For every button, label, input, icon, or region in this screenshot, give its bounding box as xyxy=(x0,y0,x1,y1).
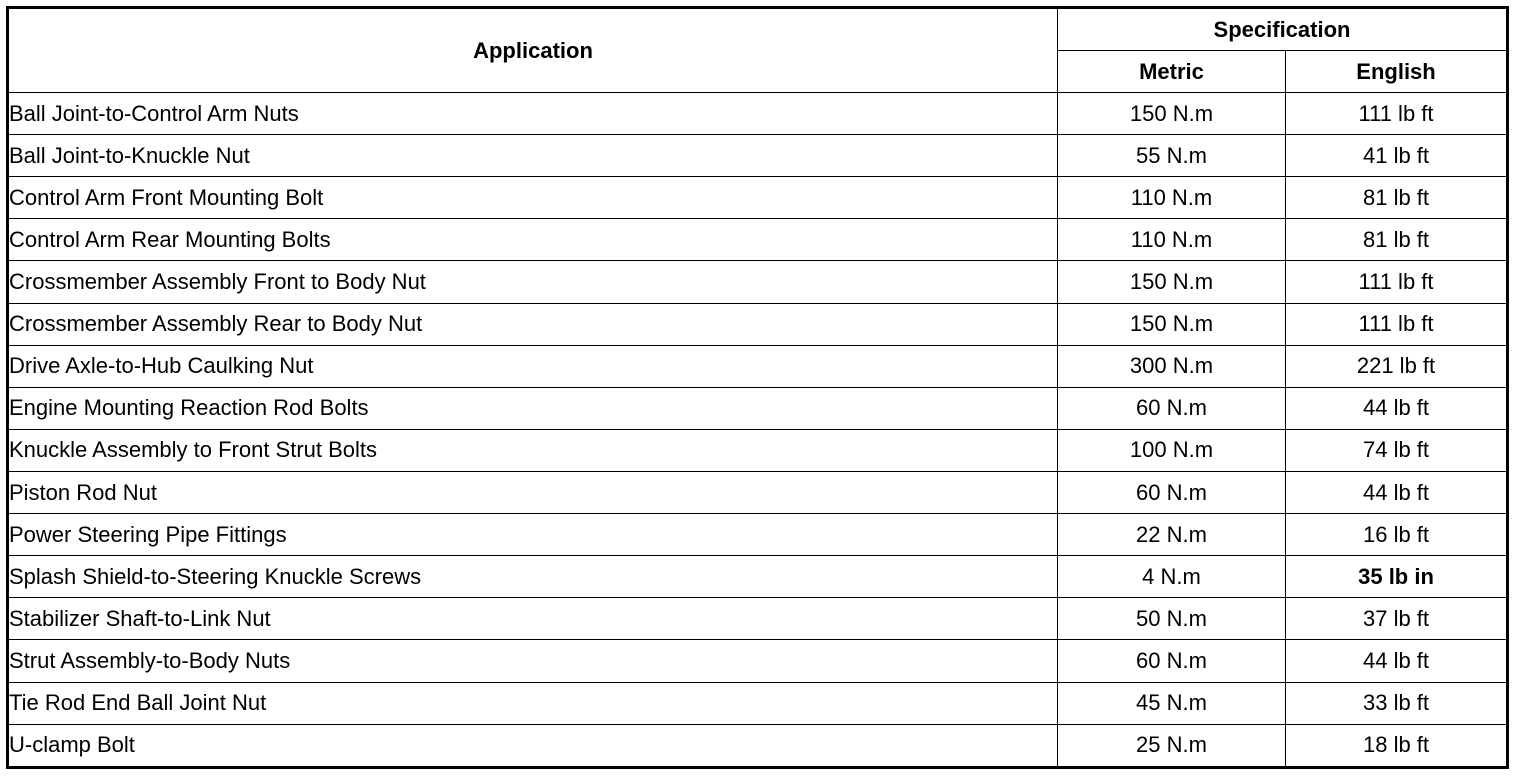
cell-metric: 45 N.m xyxy=(1058,682,1286,724)
cell-english: 44 lb ft xyxy=(1286,387,1508,429)
torque-spec-table xyxy=(6,6,1509,769)
cell-application: Engine Mounting Reaction Rod Bolts xyxy=(8,387,1058,429)
table-row xyxy=(8,345,1508,387)
header-metric: Metric xyxy=(1058,51,1286,93)
header-specification: Specification xyxy=(1058,8,1508,51)
table-row xyxy=(8,724,1508,767)
cell-english: 18 lb ft xyxy=(1286,724,1508,767)
cell-metric: 22 N.m xyxy=(1058,514,1286,556)
cell-metric: 55 N.m xyxy=(1058,135,1286,177)
cell-english: 33 lb ft xyxy=(1286,682,1508,724)
cell-application: Splash Shield-to-Steering Knuckle Screws xyxy=(8,556,1058,598)
table-row xyxy=(8,219,1508,261)
cell-application: Knuckle Assembly to Front Strut Bolts xyxy=(8,429,1058,471)
cell-application: Control Arm Front Mounting Bolt xyxy=(8,177,1058,219)
cell-english: 111 lb ft xyxy=(1286,261,1508,303)
table-row xyxy=(8,640,1508,682)
cell-application: Stabilizer Shaft-to-Link Nut xyxy=(8,598,1058,640)
table-row xyxy=(8,556,1508,598)
cell-application: Drive Axle-to-Hub Caulking Nut xyxy=(8,345,1058,387)
cell-metric: 25 N.m xyxy=(1058,724,1286,767)
cell-application: Crossmember Assembly Front to Body Nut xyxy=(8,261,1058,303)
header-application: Application xyxy=(8,8,1058,93)
table-row xyxy=(8,429,1508,471)
cell-english: 81 lb ft xyxy=(1286,219,1508,261)
cell-metric: 50 N.m xyxy=(1058,598,1286,640)
header-row-top xyxy=(8,8,1508,51)
cell-metric: 4 N.m xyxy=(1058,556,1286,598)
cell-metric: 300 N.m xyxy=(1058,345,1286,387)
cell-english: 37 lb ft xyxy=(1286,598,1508,640)
cell-metric: 60 N.m xyxy=(1058,387,1286,429)
cell-application: U-clamp Bolt xyxy=(8,724,1058,767)
table-row xyxy=(8,682,1508,724)
table-row xyxy=(8,93,1508,135)
cell-application: Ball Joint-to-Control Arm Nuts xyxy=(8,93,1058,135)
table-row xyxy=(8,598,1508,640)
cell-english: 111 lb ft xyxy=(1286,303,1508,345)
cell-english: 41 lb ft xyxy=(1286,135,1508,177)
table-row xyxy=(8,514,1508,556)
cell-english: 44 lb ft xyxy=(1286,640,1508,682)
table-body xyxy=(8,93,1508,768)
cell-application: Crossmember Assembly Rear to Body Nut xyxy=(8,303,1058,345)
cell-application: Piston Rod Nut xyxy=(8,471,1058,513)
cell-metric: 110 N.m xyxy=(1058,177,1286,219)
cell-metric: 150 N.m xyxy=(1058,261,1286,303)
header-english: English xyxy=(1286,51,1508,93)
cell-metric: 60 N.m xyxy=(1058,640,1286,682)
cell-english: 221 lb ft xyxy=(1286,345,1508,387)
cell-application: Tie Rod End Ball Joint Nut xyxy=(8,682,1058,724)
cell-application: Control Arm Rear Mounting Bolts xyxy=(8,219,1058,261)
table-row xyxy=(8,177,1508,219)
table-row xyxy=(8,135,1508,177)
cell-english: 111 lb ft xyxy=(1286,93,1508,135)
cell-application: Ball Joint-to-Knuckle Nut xyxy=(8,135,1058,177)
cell-english: 44 lb ft xyxy=(1286,471,1508,513)
table-row xyxy=(8,261,1508,303)
cell-application: Power Steering Pipe Fittings xyxy=(8,514,1058,556)
cell-application: Strut Assembly-to-Body Nuts xyxy=(8,640,1058,682)
cell-english: 81 lb ft xyxy=(1286,177,1508,219)
cell-english: 35 lb in xyxy=(1286,556,1508,598)
cell-english: 74 lb ft xyxy=(1286,429,1508,471)
cell-metric: 110 N.m xyxy=(1058,219,1286,261)
table-header xyxy=(8,8,1508,93)
cell-metric: 150 N.m xyxy=(1058,93,1286,135)
cell-english: 16 lb ft xyxy=(1286,514,1508,556)
cell-metric: 150 N.m xyxy=(1058,303,1286,345)
cell-metric: 60 N.m xyxy=(1058,471,1286,513)
table-row xyxy=(8,387,1508,429)
cell-metric: 100 N.m xyxy=(1058,429,1286,471)
table-row xyxy=(8,471,1508,513)
table-row xyxy=(8,303,1508,345)
